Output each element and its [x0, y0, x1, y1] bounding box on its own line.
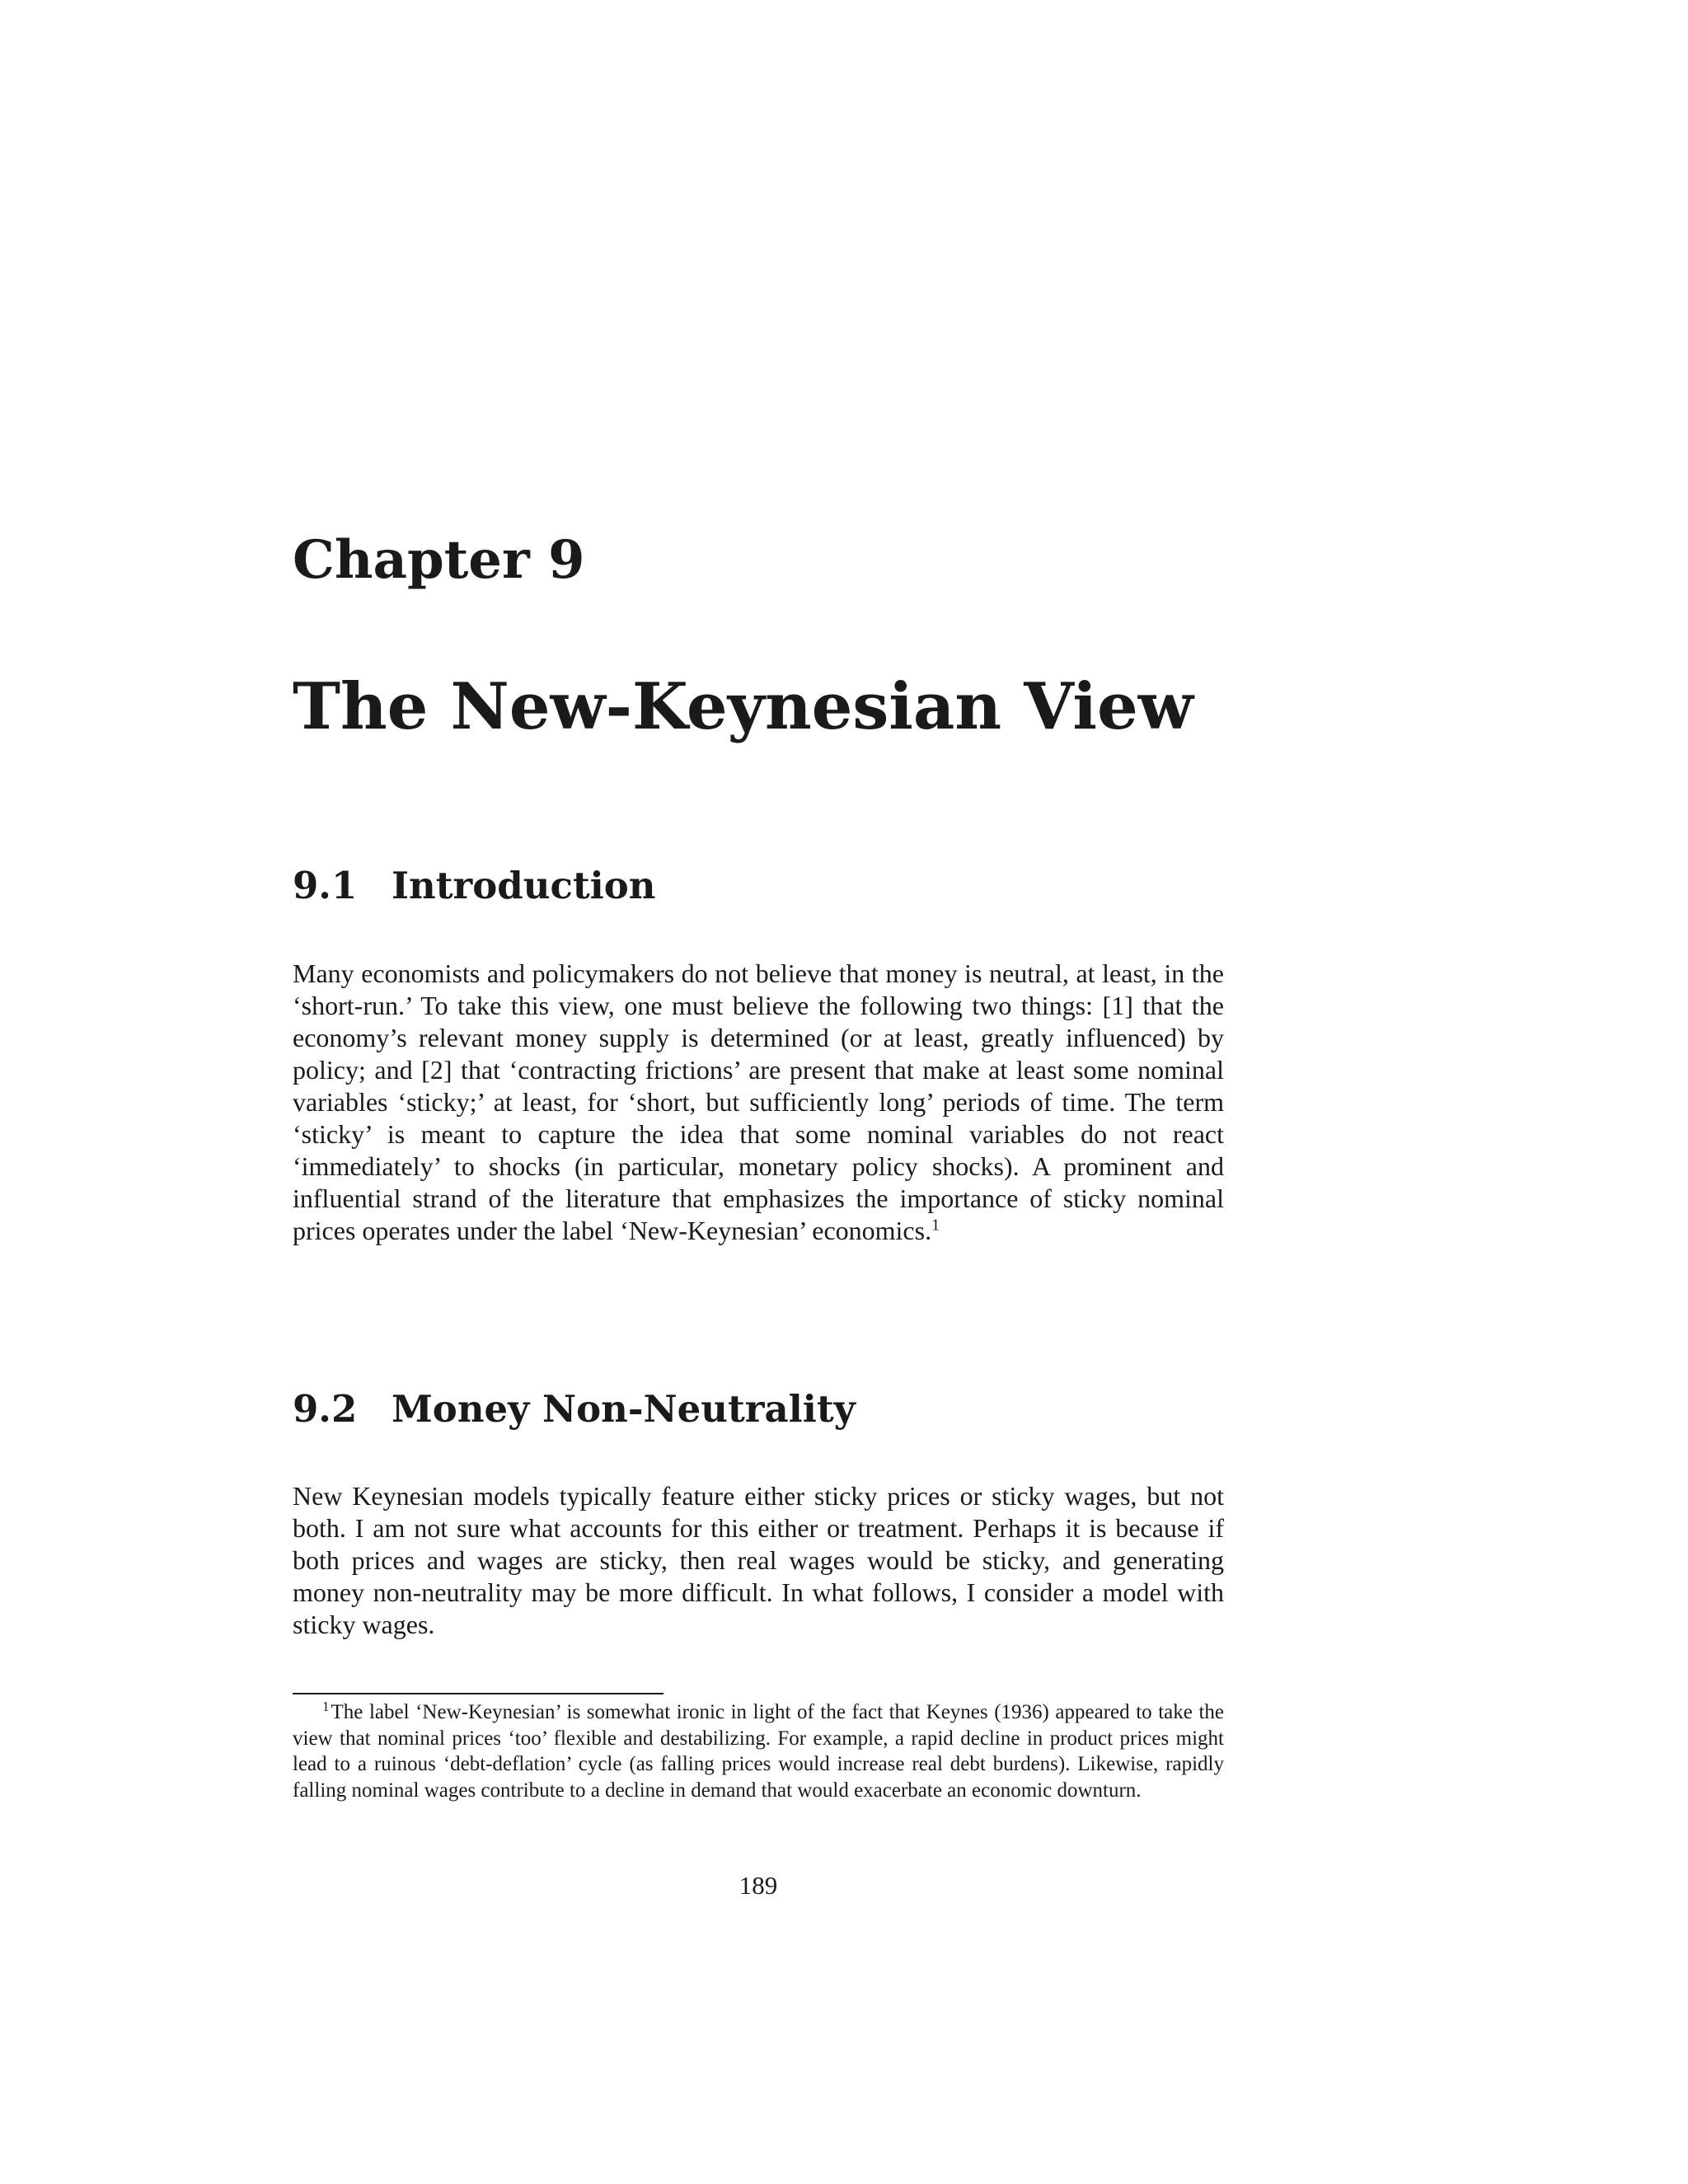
section-number: 9.2: [293, 1387, 358, 1431]
footnote: [293, 1699, 1224, 1803]
footnote-reference[interactable]: 1: [931, 1216, 940, 1235]
book-page: [293, 0, 1224, 2184]
section-heading-introduction: [293, 861, 655, 911]
footnote-divider: [293, 1693, 663, 1694]
section-title: Introduction: [392, 864, 656, 907]
section-number: 9.1: [293, 864, 358, 907]
introduction-paragraph: [293, 958, 1224, 1247]
chapter-label: Chapter 9: [293, 529, 585, 591]
money-non-neutrality-paragraph: New Keynesian models typically feature either sticky prices or sticky wages, but not both. I am not sure what accounts for this either or treatment. Perhaps it is because if both prices and wages are sticky, then real wages would be sticky, and generating money non-neutrality may be more difficult. In what follows, I consider a model with sticky wages.: [293, 1481, 1224, 1639]
paragraph-text: Many economists and policymakers do not believe that money is neutral, at least, in the ‘short-run.’ To take this view, one must believe the following two things: [1] that the economy’s relevant money supply is determined (or at least, greatly influenced) by policy; and [2] that ‘contracting frictions’ are present that make at least some nominal variables ‘sticky;’ at least, for ‘short, but sufficiently long’ periods of time. The term ‘sticky’ is meant to capture the idea that some nominal variables do not react ‘immediately’ to shocks (in particular, monetary policy shocks). A prominent and influential strand of the literature that emphasizes the importance of sticky nominal prices operates under the label ‘New-Keynesian’ economics.: [293, 958, 1224, 1245]
page-number: 189: [738, 1871, 778, 1900]
section-heading-money-non-neutrality: [293, 1385, 856, 1434]
section-title: Money Non-Neutrality: [392, 1387, 856, 1431]
footnote-text: The label ‘New-Keynesian’ is somewhat ironic in light of the fact that Keynes (1936) appeared to take the view that nominal prices ‘too’ flexible and destabilizing. For example, a rapid decline in product prices might lead to a ruinous ‘debt-deflation’ cycle (as falling prices would increase real debt burdens). Likewise, rapidly falling nominal wages contribute to a decline in demand that would exacerbate an economic downturn.: [293, 1701, 1224, 1802]
footnote-mark: 1: [322, 1698, 330, 1714]
chapter-title: The New-Keynesian View: [293, 669, 1193, 744]
